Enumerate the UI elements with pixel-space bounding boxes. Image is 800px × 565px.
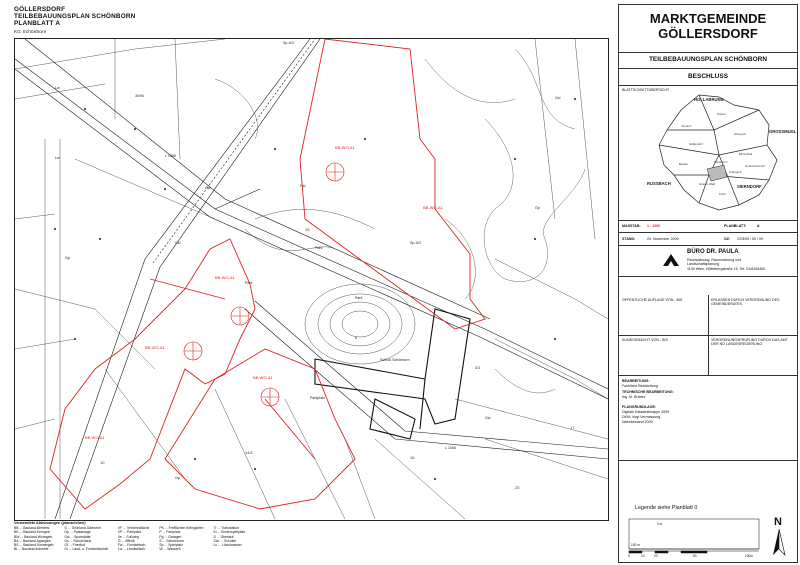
town-label: Göllersdorf bbox=[689, 142, 703, 146]
legend-entry: W ... Wasserfl. bbox=[159, 547, 182, 552]
basemap-title: PLANGRUNDLAGE: bbox=[622, 405, 657, 409]
map-label: Sp-ÜG bbox=[410, 241, 421, 245]
scale-text: 0 m bbox=[657, 522, 663, 526]
region-label: RUSSBACH bbox=[647, 181, 671, 186]
title-town: GÖLLERSDORF bbox=[658, 26, 758, 41]
basemap-line: Digitale Katastralmappe 2009 bbox=[622, 410, 670, 414]
region-label: GROSSMUGL bbox=[769, 129, 797, 134]
parcel-number: 6 bbox=[355, 335, 358, 340]
legend-entry: Fw ... Forstwirtsch. bbox=[117, 543, 147, 548]
legend-entry: Gsl ... Sportstätte bbox=[64, 534, 91, 539]
public-display-label: ÖFFENTLICHE AUFLAGE VON - BIS bbox=[622, 298, 683, 302]
map-label: Lw bbox=[55, 156, 60, 160]
legend-entry: BA ... Bauland-Agrargeb. bbox=[14, 538, 52, 543]
map-label: Gsl bbox=[485, 416, 491, 420]
north-arrow-svg bbox=[767, 505, 791, 560]
legend-entry: BK ... Bauland-Kerngeb. bbox=[14, 530, 51, 535]
parcel-number: 15 bbox=[305, 227, 310, 232]
map-label: Park bbox=[355, 296, 363, 300]
procedure-block bbox=[619, 295, 797, 461]
map-label: Parkplatz bbox=[310, 396, 325, 400]
stand-row bbox=[619, 233, 797, 246]
scale-text: 100 m bbox=[631, 543, 640, 547]
gz-label: GZ: bbox=[724, 237, 731, 241]
decree-label: ERLASSEN DURCH VERORDNUNG DES GEMEINDERATES bbox=[711, 298, 780, 307]
parcel-number: 16 bbox=[410, 455, 415, 460]
map-label: Gp bbox=[175, 476, 180, 480]
scale-label: MASSTAB: bbox=[622, 224, 641, 228]
announced-label: KUNDGEMACHT VON - BIS bbox=[622, 338, 668, 342]
scale-tick: 10 bbox=[641, 554, 645, 557]
legend-entry: BI ... Bauland-Industrie bbox=[14, 547, 49, 552]
scale-tick: 100m bbox=[745, 554, 753, 557]
cross-road bbox=[55, 39, 320, 519]
zone-label: BB-WO-A1 bbox=[423, 205, 443, 210]
legend-entry: Ü ... Überlauf bbox=[213, 534, 234, 539]
map-label: Sp-ÜG bbox=[283, 41, 294, 45]
header-plan-name: TEILBEBAUUNGSPLAN SCHÖNBORN bbox=[14, 13, 136, 21]
location-overview-map bbox=[619, 85, 797, 221]
map-label: Park bbox=[315, 246, 323, 250]
legend-title: Verwendete Abkürzungen (planzeichen) bbox=[14, 521, 86, 525]
status-beschluss: BESCHLUSS bbox=[619, 69, 797, 86]
town-label: Großstelzendorf bbox=[745, 164, 766, 168]
scale-tick: 50 bbox=[693, 554, 697, 557]
map-label: L 1066 bbox=[165, 154, 176, 158]
legend-entry: Ö ... öffentl. bbox=[117, 538, 136, 543]
legend-note: Legende siehe Planblatt 0 bbox=[635, 505, 698, 511]
legend-entry: Tr ... Trafostation bbox=[213, 526, 239, 531]
parcel-number: 10 bbox=[100, 460, 105, 465]
legend-entry: S ... Schutzzone bbox=[159, 538, 185, 543]
date-label: STAND: bbox=[622, 237, 636, 241]
firm-row bbox=[619, 246, 797, 277]
scale-tick: 20 bbox=[654, 554, 658, 557]
firm-address: 1140 Wien, Hüttelbergstraße 15, Tel. 01/8106460 bbox=[687, 267, 766, 271]
legend-entry: BW ... Bauland-Wohngeb. bbox=[14, 534, 54, 539]
legend-entry: BS ... Bauland-Sondergeb. bbox=[14, 543, 55, 548]
scale-bar bbox=[627, 517, 777, 557]
processing-line: Fachliche Bearbeitung bbox=[622, 384, 658, 388]
firm-name: BÜRO DR. PAULA bbox=[687, 249, 739, 255]
town-label: Eitzersthal bbox=[739, 152, 753, 156]
header-municipality: GÖLLERSDORF bbox=[14, 6, 66, 13]
scale-bar-svg bbox=[627, 517, 777, 557]
map-label: Gp bbox=[65, 256, 70, 260]
processing-line: TECHNISCHE BEARBEITUNG: bbox=[622, 390, 674, 394]
zone-boundaries bbox=[50, 39, 485, 509]
region-label: HOLLABRUNN bbox=[694, 97, 724, 102]
legend-entry: BB ... Bauland-Betriebs bbox=[14, 526, 50, 531]
main-road bbox=[15, 39, 608, 399]
legend-column bbox=[118, 526, 149, 551]
map-symbols bbox=[54, 98, 576, 480]
legend-entry: Lu ... Löschwasser bbox=[213, 543, 242, 548]
map-label: Gsl bbox=[175, 241, 181, 245]
parcel-number: 14/2 bbox=[245, 450, 253, 455]
scale-tick: 0 bbox=[628, 554, 630, 557]
header-sheet: PLANBLATT A bbox=[14, 20, 61, 28]
zone-label: BB-WO-A1 bbox=[215, 275, 235, 280]
map-label: Schloß Schönborn bbox=[380, 358, 410, 362]
parcel-number: 17 bbox=[570, 425, 575, 430]
legend-entry: Ve ... Fußweg bbox=[117, 534, 139, 539]
lower-road bbox=[245, 301, 608, 459]
map-svg bbox=[15, 39, 608, 520]
zone-label: BB-WO-A1 bbox=[253, 375, 273, 380]
castle-building bbox=[315, 309, 470, 439]
map-frame bbox=[14, 38, 609, 521]
legend-column bbox=[159, 526, 203, 551]
abbreviation-legend bbox=[14, 521, 607, 561]
legend-entry: VF ... Verkehrsfläche bbox=[117, 526, 150, 531]
review-label: VERORDNUNGSPRÜFUNG DURCH DAS AMT DER NÖ LANDESREGIERUNG bbox=[711, 338, 788, 347]
north-letter: N bbox=[774, 516, 782, 528]
legend-entry: P ... Parkplatz bbox=[159, 530, 181, 535]
overview-svg bbox=[619, 85, 797, 220]
plan-subtitle: TEILBEBAUUNGSPLAN SCHÖNBORN bbox=[619, 52, 797, 69]
town-label: Viendorf bbox=[681, 124, 692, 128]
firm-line: Raumplanung, Raumordnung und bbox=[687, 258, 742, 262]
legend-entry: PK ... Freiflächen Kleingärten bbox=[159, 526, 204, 531]
legend-entry: Sp ... Spielplatz bbox=[159, 543, 183, 548]
parcel-number: 3596 bbox=[135, 93, 144, 98]
map-label: Lw bbox=[55, 86, 60, 90]
basemap-line: DKM: Vogt Vermessung bbox=[622, 415, 661, 419]
gz-value: GOE09 / 50 / 09 bbox=[737, 237, 763, 241]
sheet-value: A bbox=[757, 224, 760, 228]
legend-entry: Gl ... Land- u. Forstwirtschaft bbox=[64, 547, 108, 552]
zone-markers bbox=[184, 163, 344, 406]
map-label: Park bbox=[245, 281, 253, 285]
zone-label: BB-WO-A1 bbox=[85, 435, 105, 440]
legend-entry: Gp ... Parkanlage bbox=[64, 530, 91, 535]
north-arrow-icon bbox=[767, 505, 791, 560]
parcel-lines bbox=[15, 39, 608, 519]
legend-column bbox=[14, 526, 54, 551]
legend-entry: Gs ... Schutzhaus bbox=[64, 538, 92, 543]
legend-entry: G ... Grünland-Gärtnerei bbox=[64, 526, 101, 531]
legend-entry: Pg ... Garagen bbox=[159, 534, 182, 539]
town-label: Untergrub bbox=[729, 170, 742, 174]
overview-label: BLATTSCHNITTÜBERSICHT bbox=[622, 88, 670, 92]
date-value: 20. November 2009 bbox=[647, 237, 679, 241]
title-header bbox=[619, 5, 797, 53]
processing-title: BEARBEITUNG: bbox=[622, 379, 650, 383]
town-label: Obergrub bbox=[734, 132, 746, 136]
scale-value: 1 : 1000 bbox=[647, 224, 661, 228]
legend-entry: Ki ... Kinderspielplatz bbox=[213, 530, 246, 535]
legend-entry: VP ... Parkplatz bbox=[117, 530, 142, 535]
firm-logo-icon bbox=[661, 252, 681, 268]
header-cadastral: KG Schönborn bbox=[14, 28, 47, 34]
legend-entry: Sch ... Schulen bbox=[213, 538, 237, 543]
town-label: Porrau bbox=[717, 112, 726, 116]
zone-label: BB-WO-A1 bbox=[335, 145, 355, 150]
zone-label: BB-WO-A1 bbox=[145, 345, 165, 350]
firm-line: Landschaftsplanung bbox=[687, 262, 720, 266]
title-block bbox=[618, 4, 798, 563]
sheet-label: PLANBLATT: bbox=[724, 224, 747, 228]
town-label: Bergau bbox=[679, 162, 689, 166]
title-municipality: MARKTGEMEINDE bbox=[649, 11, 767, 26]
map-label: Gp bbox=[535, 206, 540, 210]
legend-column bbox=[213, 526, 245, 551]
plan-header bbox=[14, 6, 136, 35]
legend-entry: Lw ... Landwirtsch. bbox=[117, 547, 146, 552]
legend-entry: Gf ... Friedhof bbox=[64, 543, 86, 548]
map-label: Gsl bbox=[205, 186, 211, 190]
basemap-line: Naturbestand 2009 bbox=[622, 420, 653, 424]
scale-row bbox=[619, 220, 797, 233]
town-label: Furth bbox=[719, 192, 726, 196]
parcel-number: 25 bbox=[515, 485, 520, 490]
town-label: Schönborn bbox=[714, 160, 728, 164]
town-label: Gösser-Wald bbox=[699, 182, 716, 186]
map-label: Gsl bbox=[300, 184, 306, 188]
region-label: SIERNDORF bbox=[737, 184, 762, 189]
legend-column bbox=[64, 526, 108, 551]
map-label: Gsl bbox=[555, 96, 561, 100]
processing-line: Ing. M. Brabec bbox=[622, 395, 646, 399]
parcel-number: 3/1 bbox=[475, 365, 481, 370]
map-label: L 1066 bbox=[445, 446, 456, 450]
